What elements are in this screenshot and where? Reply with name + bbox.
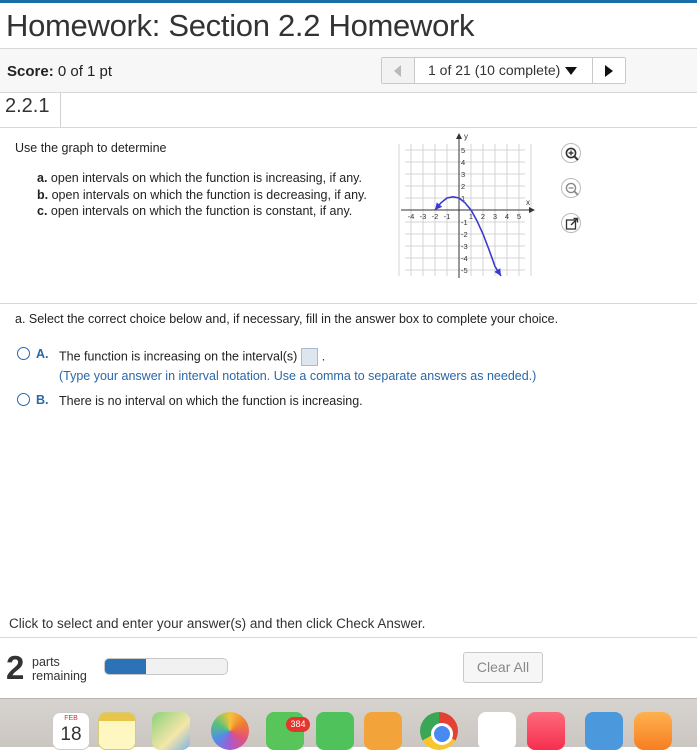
- keynote-remote-app-icon[interactable]: [585, 712, 623, 750]
- question-pager: [381, 57, 626, 84]
- part-c: c. open intervals on which the function is constant, if any.: [37, 204, 353, 218]
- divider: [60, 93, 61, 127]
- interval-answer-input[interactable]: [301, 348, 318, 366]
- numbers-app-icon[interactable]: [478, 712, 516, 750]
- zoom-out-icon: [564, 181, 580, 197]
- score-value: 0 of 1 pt: [57, 63, 113, 80]
- x-tick-label: 2: [480, 212, 486, 221]
- part-a: a. open intervals on which the function is increasing, if any.: [37, 171, 362, 185]
- y-tick-label: 4: [461, 158, 466, 167]
- chrome-app-icon[interactable]: [420, 712, 458, 750]
- messages-app-icon[interactable]: [316, 712, 354, 750]
- choice-b-letter: B.: [36, 393, 49, 407]
- expand-graph-button[interactable]: [561, 213, 581, 233]
- progress-fill: [105, 659, 146, 674]
- x-tick-label: -3: [419, 212, 427, 221]
- zoom-in-button[interactable]: [561, 143, 581, 163]
- zoom-out-button[interactable]: [561, 178, 581, 198]
- question-counter: 1 of 21 (10 complete): [428, 62, 561, 78]
- function-curve: [435, 197, 501, 276]
- x-tick-label: 1: [468, 212, 474, 221]
- y-axis-arrow: [456, 133, 462, 139]
- notes-app-icon[interactable]: [98, 712, 136, 750]
- music-app-icon[interactable]: [527, 712, 565, 750]
- y-tick-label: -4: [461, 254, 468, 263]
- dropdown-caret-icon: [565, 67, 577, 75]
- divider: [0, 303, 697, 304]
- x-tick-label: 5: [516, 212, 522, 221]
- score-label: Score:: [7, 63, 54, 80]
- question-prompt: Use the graph to determine: [15, 141, 167, 155]
- question-selector[interactable]: [416, 58, 592, 83]
- maps-app-icon[interactable]: [152, 712, 190, 750]
- notification-badge: 384: [286, 717, 310, 732]
- x-tick-label: 3: [492, 212, 498, 221]
- expand-icon: [564, 216, 580, 232]
- y-tick-label: 1: [461, 194, 466, 203]
- y-tick-label: 5: [461, 146, 466, 155]
- score: [7, 63, 112, 80]
- y-tick-label: -1: [461, 218, 468, 227]
- photos-app-icon[interactable]: [211, 712, 249, 750]
- y-tick-label: 2: [461, 182, 466, 191]
- next-question-button[interactable]: [592, 58, 625, 83]
- y-tick-label: 3: [461, 170, 466, 179]
- choice-b-radio[interactable]: [17, 393, 30, 406]
- y-tick-label: -3: [461, 242, 468, 251]
- part-b: b. open intervals on which the function is decreasing, if any.: [37, 187, 367, 202]
- choice-a-hint: (Type your answer in interval notation. Use a comma to separate answers as needed.): [59, 369, 537, 383]
- choice-a-radio[interactable]: [17, 347, 30, 360]
- choice-a-text: The function is increasing on the interval(s): [59, 349, 298, 364]
- x-tick-label: -2: [431, 212, 439, 221]
- parts-remaining-label: parts remaining: [32, 655, 87, 683]
- divider: [0, 127, 697, 128]
- x-tick-label: -1: [443, 212, 451, 221]
- help-text: Click to select and enter your answer(s) and then click Check Answer.: [9, 616, 426, 631]
- x-axis-arrow: [529, 207, 535, 213]
- parts-remaining-count: 2: [6, 649, 25, 686]
- function-graph: [407, 132, 568, 283]
- score-row: [0, 49, 697, 93]
- previous-question-button[interactable]: [382, 58, 415, 83]
- calendar-app-icon[interactable]: FEB 18: [52, 712, 90, 750]
- question-parts: [37, 170, 367, 220]
- zoom-in-icon: [564, 146, 580, 162]
- choice-a-letter: A.: [36, 347, 49, 361]
- choice-b-text: There is no interval on which the function is increasing.: [59, 394, 363, 408]
- x-axis-label: x: [526, 198, 530, 207]
- parts-progress-bar: [104, 658, 228, 675]
- y-axis-label: y: [464, 132, 468, 141]
- y-tick-label: -5: [461, 266, 468, 275]
- x-tick-label: -4: [407, 212, 415, 221]
- top-accent-bar: [0, 0, 697, 3]
- page-title: Homework: Section 2.2 Homework: [6, 8, 475, 43]
- keynote-app-icon[interactable]: [364, 712, 402, 750]
- pages-app-icon[interactable]: [634, 712, 672, 750]
- answer-instruction: a. Select the correct choice below and, if necessary, fill in the answer box to complete your choice.: [15, 312, 559, 326]
- y-tick-label: -2: [461, 230, 468, 239]
- clear-all-button[interactable]: Clear All: [463, 652, 543, 683]
- x-tick-label: 4: [504, 212, 510, 221]
- question-number: 2.2.1: [5, 95, 50, 117]
